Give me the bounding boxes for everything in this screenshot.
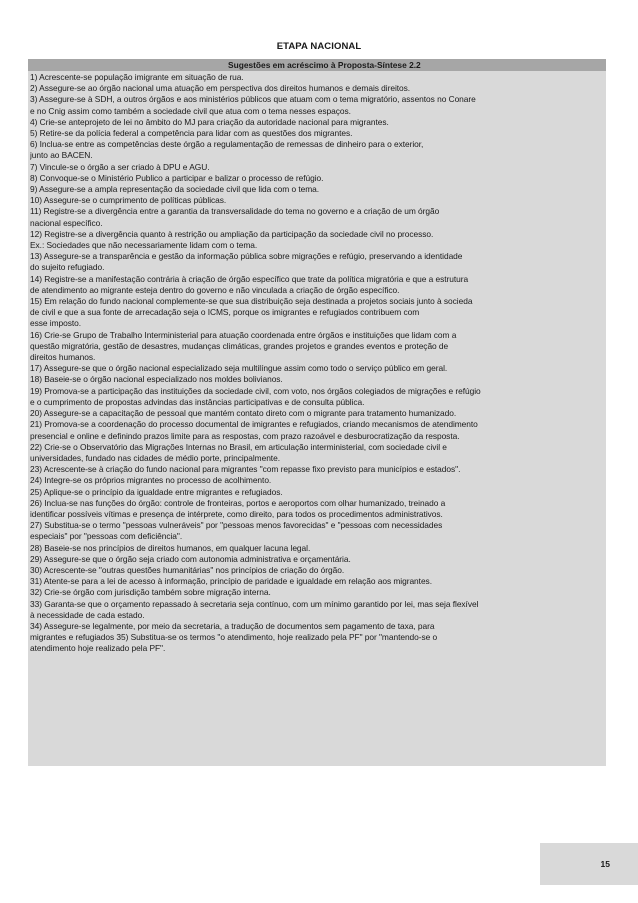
suggestions-heading: Sugestões em acréscimo à Proposta-Síntese 2.2 [28, 59, 606, 71]
suggestion-item [30, 587, 604, 598]
suggestion-line: 13) Assegure-se a transparência e gestão da informação pública sobre migrações e refúgio, preservando a identidade [30, 251, 463, 262]
suggestion-item [30, 464, 604, 475]
suggestion-line: 34) Assegure-se legalmente, por meio da secretaria, a tradução de documentos sem pagamento de taxa, para [30, 620, 435, 631]
suggestion-item [30, 554, 604, 565]
suggestion-item [30, 117, 604, 128]
suggestion-item [30, 576, 604, 587]
suggestion-line: 19) Promova-se a participação das instituições da sociedade civil, com voto, nos órgãos colegiados de migrações e refúgio [30, 385, 481, 396]
suggestion-line: 30) Acrescente-se "outras questões humanitárias" nos princípios de criação do órgão. [30, 564, 345, 575]
suggestion-line: especiais" por "pessoas com deficiência". [30, 531, 183, 542]
suggestion-line: 33) Garanta-se que o orçamento repassado à secretaria seja contínuo, com um mínimo garantido por lei, mas seja flexível [30, 598, 479, 609]
page-number-tab [540, 843, 638, 885]
suggestion-item [30, 72, 604, 83]
suggestion-line: esse imposto. [30, 318, 82, 329]
suggestions-box [28, 59, 606, 766]
suggestion-line: junto ao BACEN. [30, 150, 93, 161]
suggestion-item [30, 94, 604, 116]
suggestion-line: 23) Acrescente-se à criação do fundo nacional para migrantes "com repasse fixo previsto para municípios e estados". [30, 464, 461, 475]
suggestion-line: 22) Crie-se o Observatório das Migrações Internas no Brasil, em articulação interministerial, com sociedade civil e [30, 441, 447, 452]
suggestion-line: direitos humanos. [30, 352, 96, 363]
suggestion-line: à necessidade de cada estado. [30, 609, 145, 620]
suggestion-line: 9) Assegure-se a ampla representação da sociedade civil que lida com o tema. [30, 184, 320, 195]
suggestion-line: 21) Promova-se a coordenação do processo documental de imigrantes e refugiados, criando mecanismos de atendimento [30, 419, 478, 430]
suggestion-line: identificar possíveis vítimas e presença de intérprete, como direito, para todos os procedimentos administrativos. [30, 508, 443, 519]
suggestion-line: de civil e que a sua fonte de arrecadação seja o ICMS, porque os imigrantes e refugiados contribuem com [30, 307, 420, 318]
suggestion-line: de atendimento ao migrante esteja dentro do governo e não vinculada a criação de órgão específico. [30, 284, 400, 295]
suggestion-item [30, 419, 604, 441]
suggestion-item [30, 498, 604, 520]
suggestion-item [30, 274, 604, 296]
suggestion-item [30, 374, 604, 385]
suggestion-line: 11) Registre-se a divergência entre a garantia da transversalidade do tema no governo e a criação de um órgão [30, 206, 440, 217]
suggestion-line: e o cumprimento de propostas advindas das instâncias participativas e de consulta pública. [30, 396, 365, 407]
suggestion-line: 12) Registre-se a divergência quanto à restrição ou ampliação da participação da sociedade civil no processo. [30, 228, 434, 239]
suggestion-line: 17) Assegure-se que o órgão nacional especializado seja multilíngue assim como todo o serviço público em geral. [30, 363, 448, 374]
suggestion-item [30, 229, 604, 251]
page-title: ETAPA NACIONAL [276, 41, 362, 52]
suggestion-line: migrantes e refugiados 35) Substitua-se os termos "o atendimento, hoje realizado pela PF" por "mantendo-se o [30, 632, 438, 643]
suggestion-item [30, 475, 604, 486]
suggestion-line: do sujeito refugiado. [30, 262, 105, 273]
suggestion-item [30, 487, 604, 498]
suggestion-item [30, 195, 604, 206]
suggestion-line: presencial e online e definindo prazos limite para as respostas, com prazo razoável e desburocratização da resposta. [30, 430, 460, 441]
suggestion-item [30, 296, 604, 330]
suggestion-line: 4) Crie-se anteprojeto de lei no âmbito do MJ para criação da autoridade nacional para migrantes. [30, 116, 389, 127]
suggestion-line: 15) Em relação do fundo nacional complemente-se que sua distribuição seja destinada a projetos sociais junto à socieda [30, 296, 473, 307]
suggestion-line: e no Cnig assim como também a sociedade civil que atua com o tema nesses espaços. [30, 105, 351, 116]
suggestion-line: 6) Inclua-se entre as competências deste órgão a regulamentação de remessas de dinheiro para o exterior, [30, 139, 424, 150]
suggestion-line: 25) Aplique-se o princípio da igualdade entre migrantes e refugiados. [30, 486, 283, 497]
suggestion-line: 26) Inclua-se nas funções do órgão: controle de fronteiras, portos e aeroportos com olhar humanizado, treinado a [30, 497, 446, 508]
suggestion-item [30, 139, 604, 161]
suggestion-line: 29) Assegure-se que o órgão seja criado com autonomia administrativa e orçamentária. [30, 553, 351, 564]
suggestion-item [30, 330, 604, 364]
suggestion-line: 14) Registre-se a manifestação contrária à criação de órgão específico que trate da política migratória e que a estrutura [30, 273, 469, 284]
suggestion-line: 27) Substitua-se o termo "pessoas vulneráveis" por "pessoas menos favorecidas" e "pessoas com necessidades [30, 520, 443, 531]
suggestion-item [30, 621, 604, 655]
suggestion-item [30, 128, 604, 139]
suggestion-line: universidades, fundado nas cidades de médio porte, principalmente. [30, 452, 280, 463]
suggestion-item [30, 162, 604, 173]
suggestion-item [30, 206, 604, 228]
suggestion-item [30, 386, 604, 408]
suggestion-item [30, 184, 604, 195]
suggestion-line: 24) Integre-se os próprios migrantes no processo de acolhimento. [30, 475, 272, 486]
suggestion-line: nacional específico. [30, 217, 103, 228]
suggestions-list [28, 71, 606, 655]
suggestion-item [30, 565, 604, 576]
suggestion-line: 16) Crie-se Grupo de Trabalho Interministerial para atuação coordenada entre órgãos e instituições que lidam com a [30, 329, 457, 340]
suggestion-line: 32) Crie-se órgão com jurisdição também sobre migração interna. [30, 587, 271, 598]
suggestion-item [30, 442, 604, 464]
suggestion-line: 3) Assegure-se à SDH, a outros órgãos e aos ministérios públicos que atuam com o tema migratório, assentos no Conare [30, 94, 476, 105]
suggestion-item [30, 520, 604, 542]
suggestion-line: 7) Vincule-se o órgão a ser criado à DPU e AGU. [30, 161, 210, 172]
suggestion-line: 5) Retire-se da polícia federal a competência para lidar com as questões dos migrantes. [30, 128, 353, 139]
suggestion-line: 31) Atente-se para a lei de acesso à informação, princípio de paridade e igualdade em relação aos migrantes. [30, 576, 432, 587]
page-number: 15 [600, 859, 610, 869]
suggestion-item [30, 173, 604, 184]
suggestion-item [30, 363, 604, 374]
suggestion-item [30, 599, 604, 621]
suggestion-line: Ex.: Sociedades que não necessariamente lidam com o tema. [30, 240, 258, 251]
suggestion-item [30, 408, 604, 419]
suggestion-line: 8) Convoque-se o Ministério Publico a participar e balizar o processo de refúgio. [30, 172, 324, 183]
suggestion-line: atendimento hoje realizado pela PF". [30, 643, 166, 654]
suggestion-item [30, 83, 604, 94]
suggestion-item [30, 543, 604, 554]
suggestion-line: 2) Assegure-se ao órgão nacional uma atuação em perspectiva dos direitos humanos e demais direitos. [30, 83, 411, 94]
suggestion-line: 28) Baseie-se nos princípios de direitos humanos, em qualquer lacuna legal. [30, 542, 311, 553]
suggestion-line: 1) Acrescente-se população imigrante em situação de rua. [30, 72, 244, 82]
suggestion-line: questão migratória, gestão de desastres, mudanças climáticas, grandes projetos e grandes eventos e proteção de [30, 340, 449, 351]
suggestion-line: 10) Assegure-se o cumprimento de políticas públicas. [30, 195, 227, 206]
suggestion-line: 18) Baseie-se o órgão nacional especializado nos moldes bolivianos. [30, 374, 283, 385]
suggestion-line: 20) Assegure-se a capacitação de pessoal que mantém contato direto com o migrante para tratamento humanizado. [30, 408, 457, 419]
suggestion-item [30, 251, 604, 273]
